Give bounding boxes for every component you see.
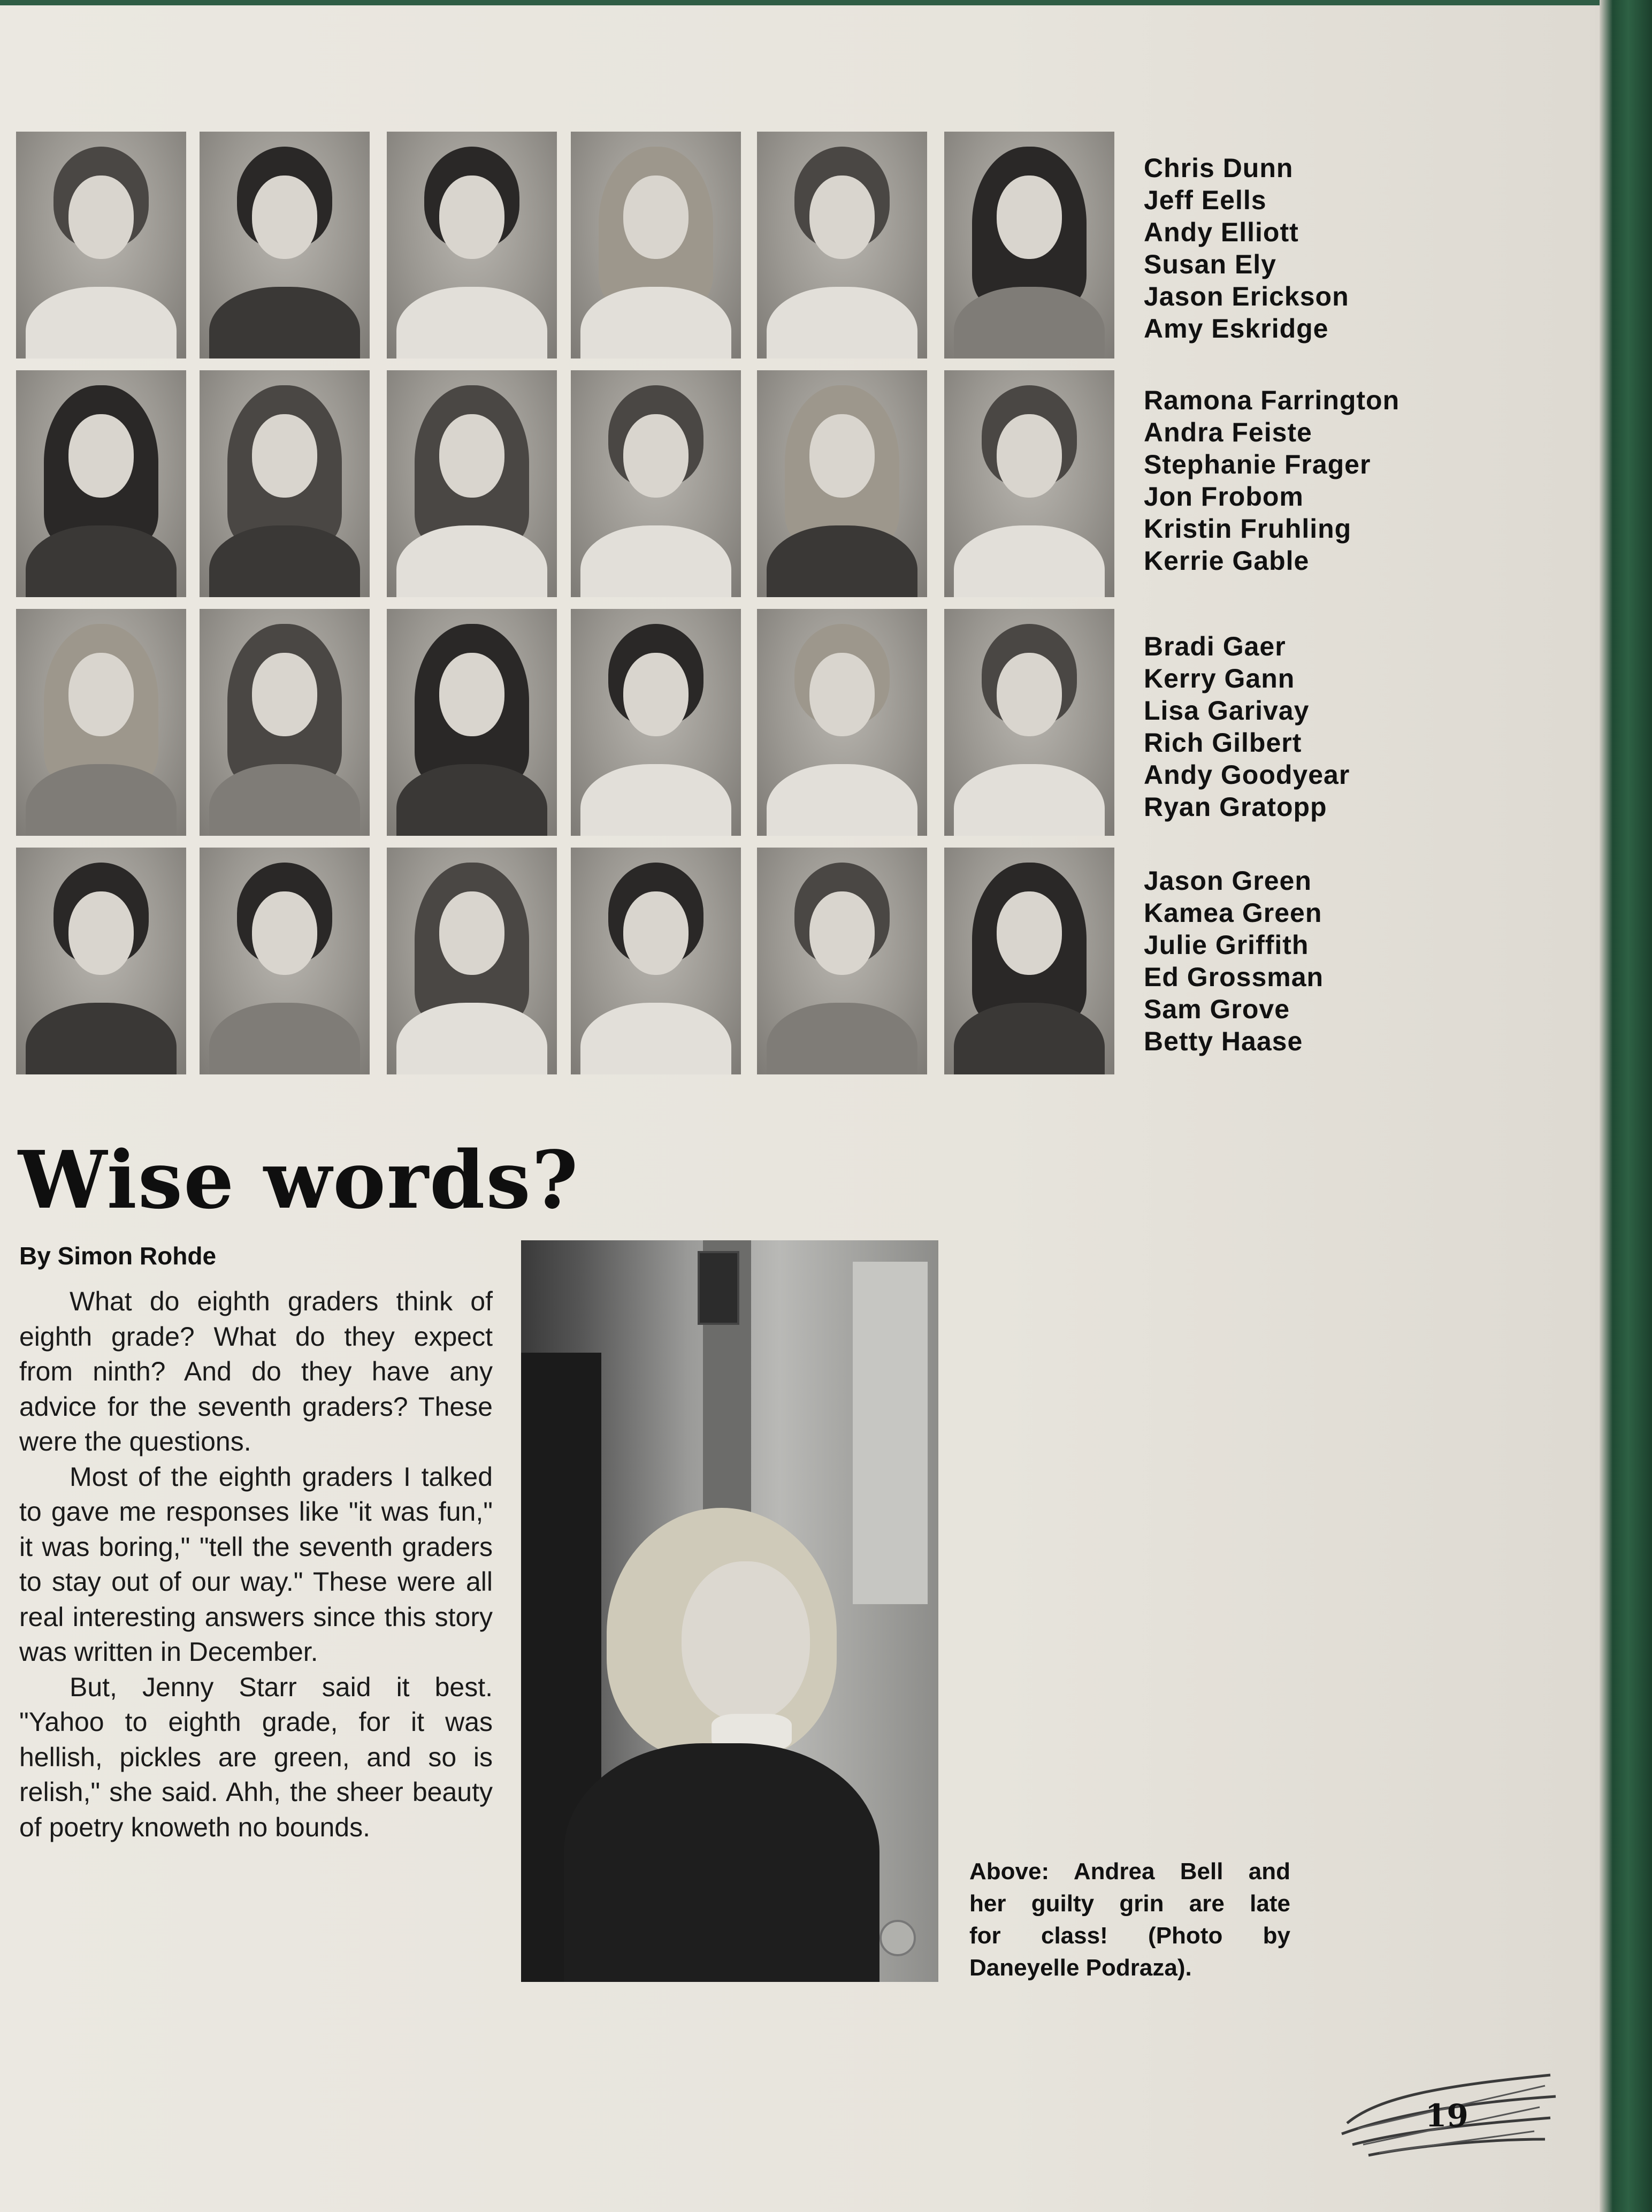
portrait-photo	[16, 609, 186, 836]
portrait-photo	[387, 609, 557, 836]
portrait-photo	[944, 132, 1114, 359]
portrait-photo	[571, 609, 741, 836]
student-name: Chris Dunn	[1144, 153, 1294, 183]
article-paragraph: Most of the eighth graders I talked to gave me responses like "it was fun," it was boring," "tell the seventh graders to stay out of our way." These were all real interesting answers since this story was written in December.	[19, 1461, 493, 1667]
student-name: Kristin Fruhling	[1144, 514, 1352, 544]
portrait-photo	[944, 609, 1114, 836]
name-list	[1144, 865, 1324, 1057]
student-name: Ramona Farrington	[1144, 385, 1400, 415]
student-name: Stephanie Frager	[1144, 449, 1371, 479]
student-name: Amy Eskridge	[1144, 314, 1329, 344]
student-name: Ryan Gratopp	[1144, 792, 1327, 822]
student-name: Betty Haase	[1144, 1026, 1303, 1056]
student-name: Julie Griffith	[1144, 930, 1309, 960]
student-name: Ed Grossman	[1144, 962, 1324, 992]
student-name: Andra Feiste	[1144, 417, 1312, 447]
name-list	[1144, 630, 1350, 823]
portrait-photo	[200, 848, 370, 1074]
portrait-photo	[200, 609, 370, 836]
top-border	[0, 0, 1600, 5]
name-list	[1144, 152, 1349, 345]
article-byline: By Simon Rohde	[19, 1242, 217, 1270]
portrait-photo	[757, 609, 927, 836]
article-paragraph: What do eighth graders think of eighth grade? What do they expect from ninth? And do they have any advice for the seventh graders? These were the questions.	[19, 1286, 493, 1456]
page-number: 19	[1425, 2097, 1469, 2134]
portrait-photo	[387, 370, 557, 597]
student-name: Andy Goodyear	[1144, 760, 1350, 790]
portrait-photo	[387, 848, 557, 1074]
student-name: Susan Ely	[1144, 249, 1276, 279]
student-name: Andy Elliott	[1144, 217, 1299, 247]
portrait-photo	[571, 132, 741, 359]
portrait-photo	[944, 848, 1114, 1074]
article-body	[19, 1284, 493, 1845]
portrait-photo	[200, 132, 370, 359]
portrait-photo	[571, 370, 741, 597]
student-name: Lisa Garivay	[1144, 696, 1310, 726]
name-list	[1144, 384, 1399, 577]
student-name: Jeff Eells	[1144, 185, 1267, 215]
student-name: Kamea Green	[1144, 898, 1322, 928]
student-name: Rich Gilbert	[1144, 728, 1302, 758]
portrait-photo	[757, 370, 927, 597]
portrait-photo	[944, 370, 1114, 597]
student-name: Bradi Gaer	[1144, 631, 1286, 661]
caption-line: for class! (Photo by	[969, 1923, 1290, 1949]
article-headline: Wise words?	[18, 1133, 579, 1226]
caption-line: Daneyelle Podraza).	[969, 1955, 1192, 1981]
student-name: Kerrie Gable	[1144, 546, 1310, 576]
portrait-photo	[571, 848, 741, 1074]
portrait-photo	[757, 132, 927, 359]
student-name: Sam Grove	[1144, 994, 1290, 1024]
portrait-photo	[16, 132, 186, 359]
photo-caption	[969, 1856, 1290, 1984]
student-name: Jason Green	[1144, 866, 1312, 896]
portrait-photo	[757, 848, 927, 1074]
article-paragraph: But, Jenny Starr said it best. "Yahoo to eighth grade, for it was hellish, pickles are green, and so is relish," she said. Ahh, the sheer beauty of poetry knoweth no bounds.	[19, 1672, 493, 1842]
portrait-photo	[387, 132, 557, 359]
binding-spine	[1600, 0, 1652, 2212]
feature-photo	[521, 1240, 938, 1982]
student-name: Kerry Gann	[1144, 663, 1295, 693]
student-name: Jason Erickson	[1144, 281, 1349, 311]
student-name: Jon Frobom	[1144, 482, 1304, 512]
caption-line: her guilty grin are late	[969, 1890, 1290, 1917]
caption-line: Above: Andrea Bell and	[969, 1858, 1290, 1885]
portrait-photo	[16, 848, 186, 1074]
portrait-photo	[16, 370, 186, 597]
portrait-photo	[200, 370, 370, 597]
